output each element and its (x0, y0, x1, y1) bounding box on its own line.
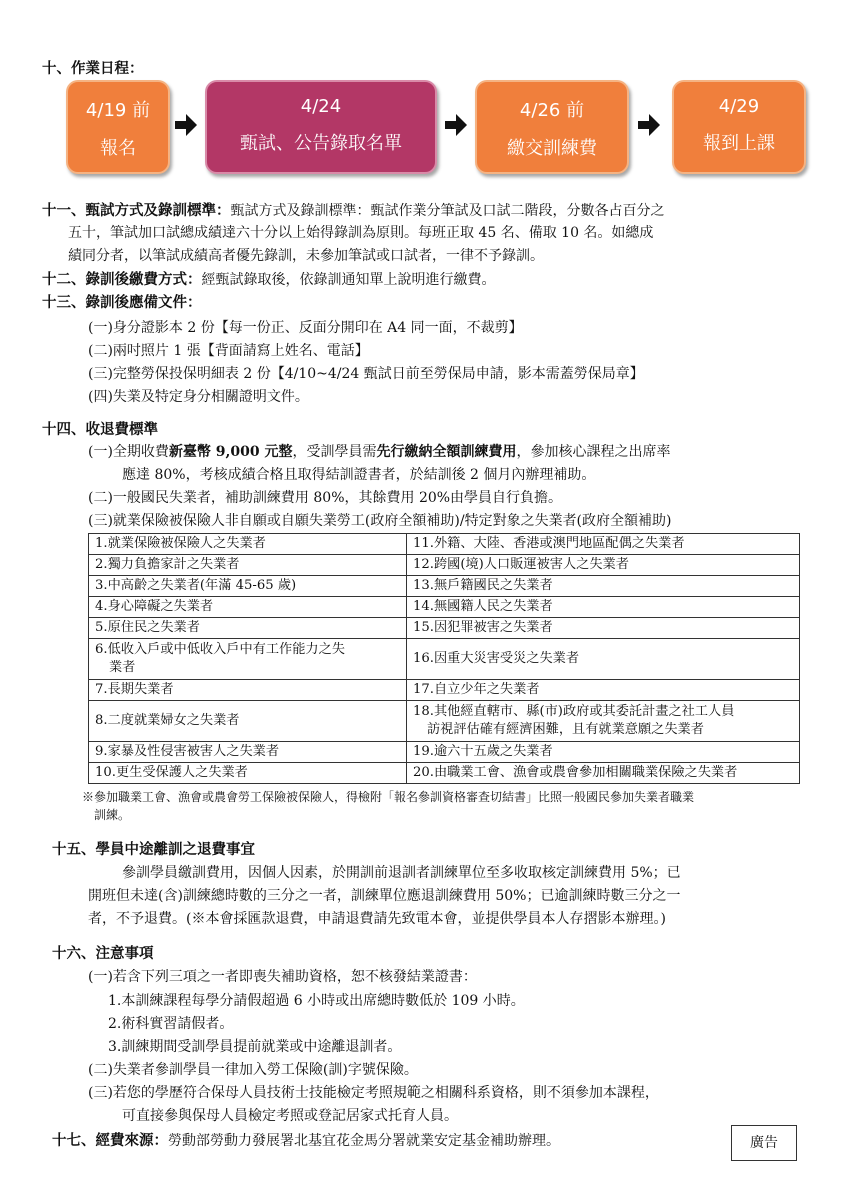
section-17-title: 十七、經費來源： (52, 1132, 168, 1149)
section-15-title: 十五、學員中途離訓之退費事宜 (52, 841, 255, 858)
table-cell: 1.就業保險被保險人之失業者 (89, 534, 407, 555)
notice-item-3: (三)若您的學歷符合保母人員技術士技能檢定考照規範之相關科系資格，則不須參加本課程， (88, 1085, 659, 1101)
schedule-step-payment (475, 80, 629, 174)
table-cell: 7.長期失業者 (89, 680, 407, 701)
doc-item-3: (三)完整勞保投保明細表 2 份【4/10~4/24 甄試日前至勞保局申請，影本需蓋勞保局章】 (88, 366, 644, 382)
table-row (89, 701, 800, 742)
section-13-title: 十三、錄訓後應備文件： (42, 294, 202, 311)
notice-item-1-2: 2.術科實習請假者。 (108, 1016, 234, 1032)
notice-item-3-line2: 可直接參與保母人員檢定考照或登記居家式托育人員。 (122, 1108, 458, 1124)
table-row (89, 680, 800, 701)
cell-line: 6.低收入戶或中低收入戶中有工作能力之失 (95, 642, 345, 657)
section-12-title: 十二、錄訓後繳費方式： (42, 271, 202, 288)
eligibility-table (88, 533, 800, 784)
notice-item-1-3: 3.訓練期間受訓學員提前就業或中途離退訓者。 (108, 1039, 402, 1055)
table-cell: 8.二度就業婦女之失業者 (89, 701, 407, 742)
section-11-line2: 五十，筆試加口試總成績達六十分以上始得錄訓為原則。每班正取 45 名、備取 10 名。如總成 (68, 225, 654, 241)
section-12 (42, 268, 496, 289)
table-cell (407, 701, 800, 742)
table-cell: 4.身心障礙之失業者 (89, 597, 407, 618)
section-15-line2: 開班但未達(含)訓練總時數的三分之一者，訓練單位應退訓練費用 50%；已逾訓練時數三分之一 (88, 888, 681, 904)
step-date: 4/19 前 (85, 100, 151, 121)
section-14-title: 十四、收退費標準 (42, 421, 158, 438)
fee-item-2: (二)一般國民失業者，補助訓練費用 80%，其餘費用 20%由學員自行負擔。 (88, 490, 563, 506)
notice-item-2: (二)失業者參訓學員一律加入勞工保險(訓)字號保險。 (88, 1062, 418, 1078)
fee-item-3: (三)就業保險被保險人非自願或自願失業勞工(政府全額補助)/特定對象之失業者(政府全額補助) (88, 513, 672, 529)
fee-item-1-e: ，參加核心課程之出席率 (516, 444, 671, 460)
table-row (89, 534, 800, 555)
table-row (89, 597, 800, 618)
table-row (89, 763, 800, 784)
schedule-step-register (66, 80, 170, 174)
table-row (89, 742, 800, 763)
step-label: 報名 (100, 138, 136, 159)
fee-item-1-a: (一)全期收費 (88, 444, 169, 460)
notice-item-1-1: 1.本訓練課程每學分請假超過 6 小時或出席總時數低於 109 小時。 (108, 993, 525, 1009)
cell-line: 18.其他經直轄市、縣(市)政府或其委託計畫之社工人員 (413, 704, 735, 719)
arrow-right-icon (638, 113, 660, 137)
fee-item-1 (88, 441, 671, 461)
table-cell: 20.由職業工會、漁會或農會參加相關職業保險之失業者 (407, 763, 800, 784)
cell-line-cont: 業者 (109, 660, 136, 675)
cell-line-cont: 訪視評估確有經濟困難，且有就業意願之失業者 (427, 722, 704, 737)
notice-item-1: (一)若含下列三項之一者即喪失補助資格，恕不核發結業證書： (88, 969, 477, 985)
section-11 (42, 199, 665, 220)
fee-item-1-line2: 應達 80%，考核成績合格且取得結訓證書者，於結訓後 2 個月內辦理補助。 (122, 467, 596, 483)
table-note-line1: ※參加職業工會、漁會或農會勞工保險被保險人，得檢附「報名參訓資格審查切結書」比照一般國民參加失業者職業 (82, 790, 695, 804)
table-row (89, 576, 800, 597)
section-11-line3: 績同分者，以筆試成績高者優先錄訓，未參加筆試或口試者，一律不予錄訓。 (68, 248, 544, 264)
step-label: 甄試、公告錄取名單 (240, 133, 402, 154)
table-cell: 19.逾六十五歲之失業者 (407, 742, 800, 763)
arrow-right-icon (445, 113, 467, 137)
doc-item-4: (四)失業及特定身分相關證明文件。 (88, 389, 309, 405)
step-label: 報到上課 (703, 133, 775, 154)
table-row (89, 618, 800, 639)
table-cell: 10.更生受保護人之失業者 (89, 763, 407, 784)
table-row (89, 555, 800, 576)
table-cell: 3.中高齡之失業者(年滿 45-65 歲) (89, 576, 407, 597)
table-cell: 9.家暴及性侵害被害人之失業者 (89, 742, 407, 763)
section-15-line3: 者，不予退費。(※本會採匯款退費，申請退費請先致電本會，並提供學員本人存摺影本辦理。) (88, 911, 666, 927)
table-cell: 16.因重大災害受災之失業者 (407, 639, 800, 680)
section-15-line1: 參訓學員繳訓費用，因個人因素，於開訓前退訓者訓練單位至多收取核定訓練費用 5%；已 (122, 865, 681, 881)
arrow-right-icon (175, 113, 197, 137)
table-cell: 13.無戶籍國民之失業者 (407, 576, 800, 597)
schedule-step-exam (205, 80, 437, 174)
section-12-text: 經甄試錄取後，依錄訓通知單上說明進行繳費。 (201, 272, 496, 288)
fee-amount: 新臺幣 9,000 元整 (168, 444, 293, 460)
section-11-line1: 甄試方式及錄訓標準：甄試作業分筆試及口試二階段，分數各占百分之 (230, 203, 665, 219)
section-10-title: 十、作業日程： (42, 60, 144, 77)
step-label: 繳交訓練費 (507, 138, 597, 159)
doc-item-1: (一)身分證影本 2 份【每一份正、反面分開印在 A4 同一面，不裁剪】 (88, 320, 523, 336)
schedule-step-report (672, 80, 806, 174)
section-17 (52, 1129, 560, 1150)
fee-item-1-c: ，受訓學員需 (292, 444, 377, 460)
table-cell: 5.原住民之失業者 (89, 618, 407, 639)
table-cell: 14.無國籍人民之失業者 (407, 597, 800, 618)
step-date: 4/26 前 (519, 100, 585, 121)
table-cell: 11.外籍、大陸、香港或澳門地區配偶之失業者 (407, 534, 800, 555)
section-16-title: 十六、注意事項 (52, 945, 154, 962)
table-row (89, 639, 800, 680)
step-date: 4/24 (300, 96, 342, 117)
table-cell: 15.因犯罪被害之失業者 (407, 618, 800, 639)
table-cell: 2.獨力負擔家計之失業者 (89, 555, 407, 576)
section-17-text: 勞動部勞動力發展署北基宜花金馬分署就業安定基金補助辦理。 (168, 1133, 560, 1149)
step-date: 4/29 (718, 96, 760, 117)
table-note-line2: 訓練。 (94, 808, 131, 822)
table-cell: 12.跨國(境)人口販運被害人之失業者 (407, 555, 800, 576)
doc-item-2: (二)兩吋照片 1 張【背面請寫上姓名、電話】 (88, 343, 369, 359)
fee-prepay: 先行繳納全額訓練費用 (376, 444, 517, 460)
advertisement-label: 廣告 (731, 1125, 797, 1161)
table-cell: 17.自立少年之失業者 (407, 680, 800, 701)
table-cell (89, 639, 407, 680)
section-11-title: 十一、甄試方式及錄訓標準： (42, 202, 231, 219)
